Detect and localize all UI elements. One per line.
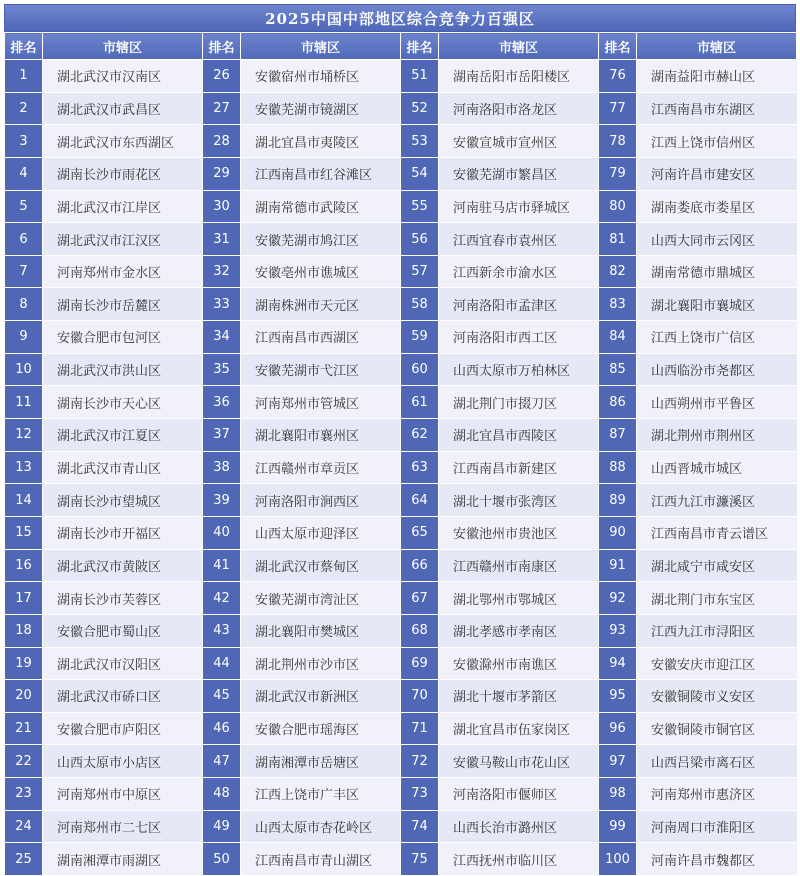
rank-cell: 22 <box>5 745 43 778</box>
table-row <box>5 288 797 321</box>
district-cell: 江西南昌市红谷滩区 <box>241 157 401 190</box>
rank-cell: 92 <box>599 582 637 615</box>
rank-cell: 10 <box>5 353 43 386</box>
rank-cell: 57 <box>401 255 439 288</box>
rank-cell: 19 <box>5 647 43 680</box>
district-cell: 湖北十堰市张湾区 <box>439 484 599 517</box>
rank-cell: 67 <box>401 582 439 615</box>
district-cell: 河南郑州市中原区 <box>43 778 203 811</box>
district-cell: 湖北武汉市汉南区 <box>43 60 203 93</box>
rank-cell: 59 <box>401 321 439 354</box>
rank-cell: 20 <box>5 680 43 713</box>
rank-cell: 16 <box>5 549 43 582</box>
rank-cell: 91 <box>599 549 637 582</box>
district-cell: 山西太原市迎泽区 <box>241 516 401 549</box>
rank-cell: 46 <box>203 712 241 745</box>
district-cell: 河南郑州市二七区 <box>43 810 203 843</box>
rank-header: 排名 <box>5 33 43 60</box>
district-cell: 安徽宣城市宣州区 <box>439 125 599 158</box>
table-row <box>5 223 797 256</box>
district-cell: 安徽亳州市谯城区 <box>241 255 401 288</box>
rank-cell: 27 <box>203 92 241 125</box>
rank-cell: 18 <box>5 614 43 647</box>
rank-cell: 95 <box>599 680 637 713</box>
rank-cell: 30 <box>203 190 241 223</box>
rank-cell: 86 <box>599 386 637 419</box>
rank-cell: 100 <box>599 843 637 876</box>
table-row <box>5 549 797 582</box>
rank-cell: 7 <box>5 255 43 288</box>
district-cell: 湖南长沙市天心区 <box>43 386 203 419</box>
district-cell: 江西九江市浔阳区 <box>637 614 797 647</box>
table-row <box>5 680 797 713</box>
district-cell: 江西南昌市东湖区 <box>637 92 797 125</box>
district-cell: 湖北武汉市黄陂区 <box>43 549 203 582</box>
rank-cell: 25 <box>5 843 43 876</box>
district-cell: 湖北武汉市新洲区 <box>241 680 401 713</box>
rank-cell: 44 <box>203 647 241 680</box>
district-cell: 湖北武汉市江汉区 <box>43 223 203 256</box>
rank-cell: 80 <box>599 190 637 223</box>
rank-cell: 52 <box>401 92 439 125</box>
rank-cell: 73 <box>401 778 439 811</box>
district-cell: 河南驻马店市驿城区 <box>439 190 599 223</box>
rank-cell: 64 <box>401 484 439 517</box>
rank-cell: 94 <box>599 647 637 680</box>
district-cell: 安徽合肥市庐阳区 <box>43 712 203 745</box>
rank-cell: 97 <box>599 745 637 778</box>
district-cell: 安徽铜陵市义安区 <box>637 680 797 713</box>
district-cell: 安徽滁州市南谯区 <box>439 647 599 680</box>
rank-cell: 45 <box>203 680 241 713</box>
rank-cell: 49 <box>203 810 241 843</box>
rank-cell: 33 <box>203 288 241 321</box>
rank-cell: 21 <box>5 712 43 745</box>
rank-cell: 56 <box>401 223 439 256</box>
district-cell: 湖北武汉市江夏区 <box>43 419 203 452</box>
district-cell: 江西赣州市章贡区 <box>241 451 401 484</box>
table-row <box>5 386 797 419</box>
district-cell: 河南郑州市金水区 <box>43 255 203 288</box>
rank-cell: 87 <box>599 419 637 452</box>
rank-cell: 5 <box>5 190 43 223</box>
district-cell: 湖北襄阳市樊城区 <box>241 614 401 647</box>
rank-header: 排名 <box>203 33 241 60</box>
district-cell: 安徽芜湖市湾沚区 <box>241 582 401 615</box>
rank-cell: 23 <box>5 778 43 811</box>
rank-cell: 51 <box>401 60 439 93</box>
district-cell: 江西南昌市西湖区 <box>241 321 401 354</box>
rank-cell: 99 <box>599 810 637 843</box>
rank-cell: 77 <box>599 92 637 125</box>
district-cell: 湖北襄阳市襄城区 <box>637 288 797 321</box>
district-cell: 江西赣州市南康区 <box>439 549 599 582</box>
rank-cell: 88 <box>599 451 637 484</box>
district-cell: 山西太原市杏花岭区 <box>241 810 401 843</box>
district-cell: 湖北鄂州市鄂城区 <box>439 582 599 615</box>
rank-cell: 58 <box>401 288 439 321</box>
rank-cell: 85 <box>599 353 637 386</box>
table-row <box>5 843 797 876</box>
district-cell: 安徽铜陵市铜官区 <box>637 712 797 745</box>
district-cell: 河南洛阳市西工区 <box>439 321 599 354</box>
district-cell: 安徽芜湖市鸠江区 <box>241 223 401 256</box>
district-cell: 湖北武汉市洪山区 <box>43 353 203 386</box>
district-cell: 湖北襄阳市襄州区 <box>241 419 401 452</box>
district-cell: 江西宜春市袁州区 <box>439 223 599 256</box>
rank-cell: 41 <box>203 549 241 582</box>
district-cell: 江西抚州市临川区 <box>439 843 599 876</box>
rank-cell: 38 <box>203 451 241 484</box>
rank-cell: 9 <box>5 321 43 354</box>
table-row <box>5 712 797 745</box>
district-cell: 湖北孝感市孝南区 <box>439 614 599 647</box>
rank-cell: 89 <box>599 484 637 517</box>
rank-cell: 70 <box>401 680 439 713</box>
rank-cell: 75 <box>401 843 439 876</box>
rank-cell: 79 <box>599 157 637 190</box>
district-cell: 山西临汾市尧都区 <box>637 353 797 386</box>
district-cell: 江西上饶市广丰区 <box>241 778 401 811</box>
rank-cell: 24 <box>5 810 43 843</box>
district-cell: 湖南湘潭市岳塘区 <box>241 745 401 778</box>
district-cell: 湖南长沙市芙蓉区 <box>43 582 203 615</box>
district-cell: 湖南岳阳市岳阳楼区 <box>439 60 599 93</box>
district-cell: 江西上饶市信州区 <box>637 125 797 158</box>
district-cell: 江西南昌市青山湖区 <box>241 843 401 876</box>
table-row <box>5 745 797 778</box>
table-row <box>5 157 797 190</box>
district-cell: 山西太原市小店区 <box>43 745 203 778</box>
rank-cell: 63 <box>401 451 439 484</box>
district-cell: 湖北武汉市江岸区 <box>43 190 203 223</box>
rank-cell: 65 <box>401 516 439 549</box>
table-row <box>5 92 797 125</box>
district-cell: 湖北武汉市青山区 <box>43 451 203 484</box>
rank-cell: 29 <box>203 157 241 190</box>
rank-cell: 13 <box>5 451 43 484</box>
table-row <box>5 484 797 517</box>
table-row <box>5 353 797 386</box>
table-body <box>5 60 797 876</box>
district-cell: 湖南长沙市雨花区 <box>43 157 203 190</box>
rank-cell: 12 <box>5 419 43 452</box>
rank-cell: 66 <box>401 549 439 582</box>
district-cell: 安徽合肥市蜀山区 <box>43 614 203 647</box>
rank-cell: 74 <box>401 810 439 843</box>
district-cell: 河南洛阳市孟津区 <box>439 288 599 321</box>
rank-cell: 37 <box>203 419 241 452</box>
district-cell: 安徽安庆市迎江区 <box>637 647 797 680</box>
city-header: 市辖区 <box>43 33 203 60</box>
district-cell: 河南许昌市建安区 <box>637 157 797 190</box>
table-row <box>5 516 797 549</box>
district-cell: 安徽马鞍山市花山区 <box>439 745 599 778</box>
rank-cell: 36 <box>203 386 241 419</box>
city-header: 市辖区 <box>439 33 599 60</box>
district-cell: 河南许昌市魏都区 <box>637 843 797 876</box>
rank-cell: 43 <box>203 614 241 647</box>
district-cell: 江西九江市濂溪区 <box>637 484 797 517</box>
district-cell: 安徽合肥市包河区 <box>43 321 203 354</box>
district-cell: 河南洛阳市洛龙区 <box>439 92 599 125</box>
district-cell: 安徽池州市贵池区 <box>439 516 599 549</box>
district-cell: 河南郑州市管城区 <box>241 386 401 419</box>
rank-cell: 62 <box>401 419 439 452</box>
rank-cell: 35 <box>203 353 241 386</box>
district-cell: 江西新余市渝水区 <box>439 255 599 288</box>
rank-header: 排名 <box>599 33 637 60</box>
rank-cell: 76 <box>599 60 637 93</box>
rank-cell: 3 <box>5 125 43 158</box>
rank-cell: 6 <box>5 223 43 256</box>
rank-header: 排名 <box>401 33 439 60</box>
district-cell: 湖北武汉市蔡甸区 <box>241 549 401 582</box>
table-row <box>5 125 797 158</box>
rank-cell: 48 <box>203 778 241 811</box>
rank-cell: 69 <box>401 647 439 680</box>
table-header <box>5 33 797 60</box>
table-row <box>5 582 797 615</box>
rank-cell: 84 <box>599 321 637 354</box>
rank-cell: 68 <box>401 614 439 647</box>
district-cell: 湖北宜昌市伍家岗区 <box>439 712 599 745</box>
table-row <box>5 614 797 647</box>
district-cell: 湖北十堰市茅箭区 <box>439 680 599 713</box>
table-row <box>5 419 797 452</box>
table-row <box>5 190 797 223</box>
district-cell: 山西吕梁市离石区 <box>637 745 797 778</box>
district-cell: 山西朔州市平鲁区 <box>637 386 797 419</box>
district-cell: 山西太原市万柏林区 <box>439 353 599 386</box>
district-cell: 湖北荆门市东宝区 <box>637 582 797 615</box>
district-cell: 河南郑州市惠济区 <box>637 778 797 811</box>
district-cell: 河南周口市淮阳区 <box>637 810 797 843</box>
rank-cell: 39 <box>203 484 241 517</box>
rank-cell: 71 <box>401 712 439 745</box>
rank-cell: 61 <box>401 386 439 419</box>
district-cell: 安徽宿州市埇桥区 <box>241 60 401 93</box>
rank-cell: 96 <box>599 712 637 745</box>
rank-cell: 31 <box>203 223 241 256</box>
rank-cell: 72 <box>401 745 439 778</box>
rank-cell: 47 <box>203 745 241 778</box>
district-cell: 安徽合肥市瑶海区 <box>241 712 401 745</box>
rank-cell: 15 <box>5 516 43 549</box>
district-cell: 湖北咸宁市咸安区 <box>637 549 797 582</box>
city-header: 市辖区 <box>637 33 797 60</box>
table-row <box>5 778 797 811</box>
city-header: 市辖区 <box>241 33 401 60</box>
district-cell: 湖北宜昌市夷陵区 <box>241 125 401 158</box>
table-row <box>5 60 797 93</box>
district-cell: 湖南长沙市开福区 <box>43 516 203 549</box>
rank-cell: 34 <box>203 321 241 354</box>
district-cell: 湖南常德市武陵区 <box>241 190 401 223</box>
table-row <box>5 647 797 680</box>
district-cell: 山西长治市潞州区 <box>439 810 599 843</box>
district-cell: 湖南株洲市天元区 <box>241 288 401 321</box>
table-row <box>5 321 797 354</box>
rank-cell: 40 <box>203 516 241 549</box>
rank-cell: 60 <box>401 353 439 386</box>
table-row <box>5 810 797 843</box>
rank-cell: 83 <box>599 288 637 321</box>
rank-cell: 1 <box>5 60 43 93</box>
ranking-table <box>4 32 797 876</box>
district-cell: 湖南益阳市赫山区 <box>637 60 797 93</box>
rank-cell: 2 <box>5 92 43 125</box>
page-title: 2025中国中部地区综合竞争力百强区 <box>4 4 796 32</box>
rank-cell: 78 <box>599 125 637 158</box>
district-cell: 湖北武汉市武昌区 <box>43 92 203 125</box>
district-cell: 安徽芜湖市镜湖区 <box>241 92 401 125</box>
district-cell: 湖北荆门市掇刀区 <box>439 386 599 419</box>
district-cell: 湖南长沙市岳麓区 <box>43 288 203 321</box>
district-cell: 安徽芜湖市繁昌区 <box>439 157 599 190</box>
district-cell: 湖南湘潭市雨湖区 <box>43 843 203 876</box>
rank-cell: 26 <box>203 60 241 93</box>
district-cell: 江西南昌市新建区 <box>439 451 599 484</box>
rank-cell: 17 <box>5 582 43 615</box>
district-cell: 湖南常德市鼎城区 <box>637 255 797 288</box>
rank-cell: 8 <box>5 288 43 321</box>
rank-cell: 11 <box>5 386 43 419</box>
district-cell: 山西大同市云冈区 <box>637 223 797 256</box>
district-cell: 江西南昌市青云谱区 <box>637 516 797 549</box>
rank-cell: 50 <box>203 843 241 876</box>
district-cell: 河南洛阳市涧西区 <box>241 484 401 517</box>
rank-cell: 81 <box>599 223 637 256</box>
header-row <box>5 33 797 60</box>
table-row <box>5 255 797 288</box>
rank-cell: 98 <box>599 778 637 811</box>
district-cell: 湖北武汉市汉阳区 <box>43 647 203 680</box>
district-cell: 湖南长沙市望城区 <box>43 484 203 517</box>
rank-cell: 90 <box>599 516 637 549</box>
district-cell: 湖北武汉市东西湖区 <box>43 125 203 158</box>
district-cell: 湖北荆州市荆州区 <box>637 419 797 452</box>
district-cell: 湖北荆州市沙市区 <box>241 647 401 680</box>
rank-cell: 82 <box>599 255 637 288</box>
district-cell: 江西上饶市广信区 <box>637 321 797 354</box>
rank-cell: 54 <box>401 157 439 190</box>
rank-cell: 93 <box>599 614 637 647</box>
rank-cell: 42 <box>203 582 241 615</box>
rank-cell: 53 <box>401 125 439 158</box>
rank-cell: 32 <box>203 255 241 288</box>
district-cell: 湖北武汉市硚口区 <box>43 680 203 713</box>
rank-cell: 28 <box>203 125 241 158</box>
district-cell: 山西晋城市城区 <box>637 451 797 484</box>
district-cell: 河南洛阳市偃师区 <box>439 778 599 811</box>
district-cell: 安徽芜湖市弋江区 <box>241 353 401 386</box>
district-cell: 湖北宜昌市西陵区 <box>439 419 599 452</box>
district-cell: 湖南娄底市娄星区 <box>637 190 797 223</box>
rank-cell: 55 <box>401 190 439 223</box>
rank-cell: 4 <box>5 157 43 190</box>
rank-cell: 14 <box>5 484 43 517</box>
table-row <box>5 451 797 484</box>
